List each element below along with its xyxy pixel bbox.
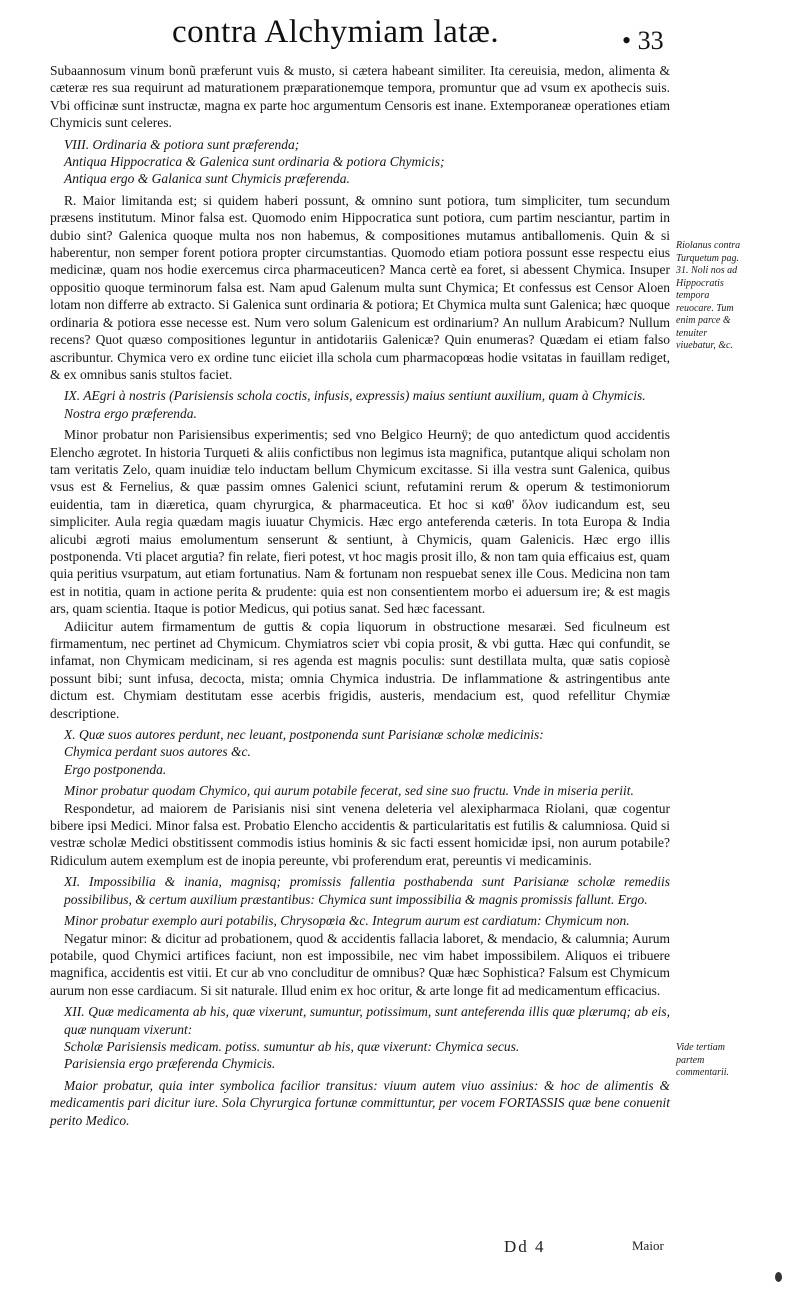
catchword: Maior bbox=[632, 1238, 664, 1253]
body-paragraph: Negatur minor: & dicitur ad probationem, quod & accidentis fallacia laboret, & mendacio, & calumnia; Aurum potabile, quod Chymici artifices faciunt, non est impossibile, nec vim habet impossibilem. Aliquos ei tribuere magnifica, accidentis est vitii. Et cur ab vno concluditur de omnibus? Quæ hæc Sophistica? Falsum est Chymicum aurum non esse cardiacum. Si sit naturale. Illud enim ex hoc oritur, & arte longe fit ad medicamentum efficacius. bbox=[50, 930, 670, 998]
body-paragraph: Adiicitur autem firmamentum de guttis & copia liquorum in obstructione mesaræi. Sed ficulneum est firmamentum, nec pertinet ad Chymicum. Chymiatros scieт vbi copia prosit, & vbi gutta. Hæc qui confundit, se infamat, non Chymicam medicinam, si res agenda est magnis poculis: sunt destillata multa, quæ satis copiosè possunt bibi; sunt infusa, decocta, mista; omnia Chymica industria. De inflammatione & astringentibus ante dictum est. Chymiam destitutam esse acerbis frigidis, austeris, mendacium est, quod refellitur Chymiæ descriptione. bbox=[50, 618, 670, 721]
syllogism-line: IX. AEgri à nostris (Parisiensis schola coctis, infusis, expressis) maius sentiunt auxilium, quam à Chymicis. bbox=[64, 388, 646, 404]
syllogism-line: Chymica perdant suos autores &c. bbox=[64, 744, 251, 760]
syllogism-line: VIII. Ordinaria & potiora sunt præferenda; bbox=[64, 136, 300, 152]
probatio-paragraph: Minor probatur exemplo auri potabilis, Chrysopœia &c. Integrum aurum est cardiatum: Chymicum non. bbox=[64, 913, 630, 929]
syllogism-line: Antiqua ergo & Galanica sunt Chymicis præferenda. bbox=[64, 171, 350, 187]
ink-spot bbox=[775, 1272, 782, 1282]
margin-note: Riolanus contra Turquetum pag. 31. Noli nos ad Hippocratis tempora reuocare. Tum enim parce & tenuiter viuebatur, &c. bbox=[676, 240, 741, 351]
syllogism-line: Nostra ergo præferenda. bbox=[64, 405, 197, 421]
body-paragraph: Subaannosum vinum bonũ præferunt vuis & musto, si cætera habeant similiter. Ita cereuisia, medon, alimenta & cæteræ res sua requirunt ad maturationem præparationemque tempora, promuntur que ad vsum ex apothecis suis. Vbi officinæ sunt instructæ, magna ex parte hoc argumentum Censoris est inane. Extemporaneæ operationes etiam Chymicis sunt celeres. bbox=[50, 63, 670, 131]
syllogism-line: Antiqua Hippocratica & Galenica sunt ordinaria & potiora Chymicis; bbox=[64, 154, 445, 170]
body-paragraph: Respondetur, ad maiorem de Parisianis nisi sint venena deleteria vel alexipharmaca Riolani, quæ cogentur bibere ipsi Medici. Minor falsa est. Probatio Elencho accidentis & particularitatis est futilis & calumniosa. Quid si vestræ scholæ Medici obstitissent commodis istius hominis & sic facti essent homicidæ ipsi, non aurum potabile? Ridiculum autem exemplum est de inopia pereunte, vbi proferendum erat, pereuntis vi medicaminis. bbox=[50, 800, 670, 868]
page-number: • 33 bbox=[622, 26, 664, 55]
body-paragraph: R. Maior limitanda est; si quidem haberi possunt, & omnino sunt potiora, tum simpliciter, tum secundum præsens institutum. Minor falsa est. Quomodo enim Hippocratica sunt potiora, cum partim nesciantur, partim in dubio sint? Galenica quoque multa nos non habemus, & compositiones mutamus antiballomenis. Quin & si haberentur, non semper forent potiora propter circumstantias. Quomodo etiam potiora possunt esse respectu eius medicinæ, quam nos hodie exercemus circa pharmaceuticen? Manca certè ea foret, si abessent Chymica. Insuper oppositio quoque terminorum falsa est. Nam apud Galenum multa sunt Chymica; Et confessus est Censor Aloen lotam non differre ab extracto. Si Galenica sunt ordinaria & potiora; Et Chymica multa sunt Galenica; hæc quoque ordinaria & potiora esse necesse est. Num vero solum Galenicum est ordinarium? An nullum Arabicum? Nullum recens? Quot quæso compositiones leguntur in antidotariis Galenicæ? Quin enumeras? Quædam ei etiam falso ascribuntur. Chymica vero ex ordine tunc eiiciet illa schola cum pharmacopœas hodie vsitatas in fauillam rediget, & ex omnibus sanis stultos faciet. bbox=[50, 192, 670, 382]
syllogism-line: Scholæ Parisiensis medicam. potiss. sumuntur ab his, quæ vixerunt: Chymica secus. bbox=[64, 1038, 520, 1054]
signature-mark: Dd 4 bbox=[504, 1237, 546, 1256]
main-text-column bbox=[50, 62, 670, 1129]
probatio-paragraph: Minor probatur quodam Chymico, qui aurum potabile fecerat, sed sine suo fructu. Vnde in miseria periit. bbox=[64, 783, 634, 799]
syllogism-line: XI. Impossibilia & inania, magnisq; promissis fallentia posthabenda sunt Parisianæ scholæ remediis possibilibus, & certum auxilium præstantibus: Chymica sunt impossibilia & magnis promissis fallunt. Ergo. bbox=[64, 874, 670, 907]
syllogism-line: XII. Quæ medicamenta ab his, quæ vixerunt, sumuntur, potissimum, sunt anteferenda illis quæ plærumq; ab eis, quæ nunquam vixerunt: bbox=[64, 1004, 670, 1037]
syllogism-line: X. Quæ suos autores perdunt, nec leuant, postponenda sunt Parisianæ scholæ medicinis: bbox=[64, 727, 544, 743]
body-paragraph: Minor probatur non Parisiensibus experimentis; sed vno Belgico Heurnÿ; de quo antedictum quod accidentis Elencho ægrotet. In historia Turqueti & aliis confictibus non legimus ista magnifica, putantque aliqui scholam non tam veritatis Zelo, quam inuidiæ telo inductam bellum Chymicum excitasse. Si illa vestra sunt Galenica, quibus vsus est & Fernelius, & quæ passim omnes Galenici sciunt, refutamini rerum & operum & testimoniorum euidentia, tam in diæretica, quam chyrurgica, & pharmaceutica. Et hoc si καθ' ὅλον iudicandum est, seu simpliciter. Aula regia quædam magis iuuatur Chymicis. Hæc ergo anteferenda cæteris. In tota Europa & India alicubi ægroti maius emolumentum senserunt & sentiunt, à Chymicis, quam Galenicis. Hæc ergo illis postponenda. Vti placet argutia? fin relate, fieri potest, vt hoc magis prosit illo, & non tam quia efficaius est, quam quia peritius vsurpatum, aut etiam fortunatius. Nam & fortunam non respuebat senex ille Cous. Medicina non tam est in notitia, quam in actione perita & prudente: quia est non consentientem morbo ei aduersum ire; & est magis ars, quam scientia. Itaque is potior Medicus, qui potius sanat. Sed hæc facessant. bbox=[50, 427, 670, 617]
syllogism-line: Ergo postponenda. bbox=[64, 761, 167, 777]
running-title: contra Alchymiam latæ. bbox=[172, 14, 500, 50]
syllogism-line: Parisiensia ergo præferenda Chymicis. bbox=[64, 1056, 276, 1072]
margin-note: Vide tertiam partem commentarii. bbox=[676, 1042, 730, 1078]
probatio-paragraph: Maior probatur, quia inter symbolica facilior transitus: viuum autem viuo assinius: & hoc de alimentis & medicamentis pari dicitur iure. Sola Chyrurgica fortunæ committuntur, per vocem FORTASSIS quæ bene conuenit perito Medico. bbox=[50, 1077, 670, 1128]
